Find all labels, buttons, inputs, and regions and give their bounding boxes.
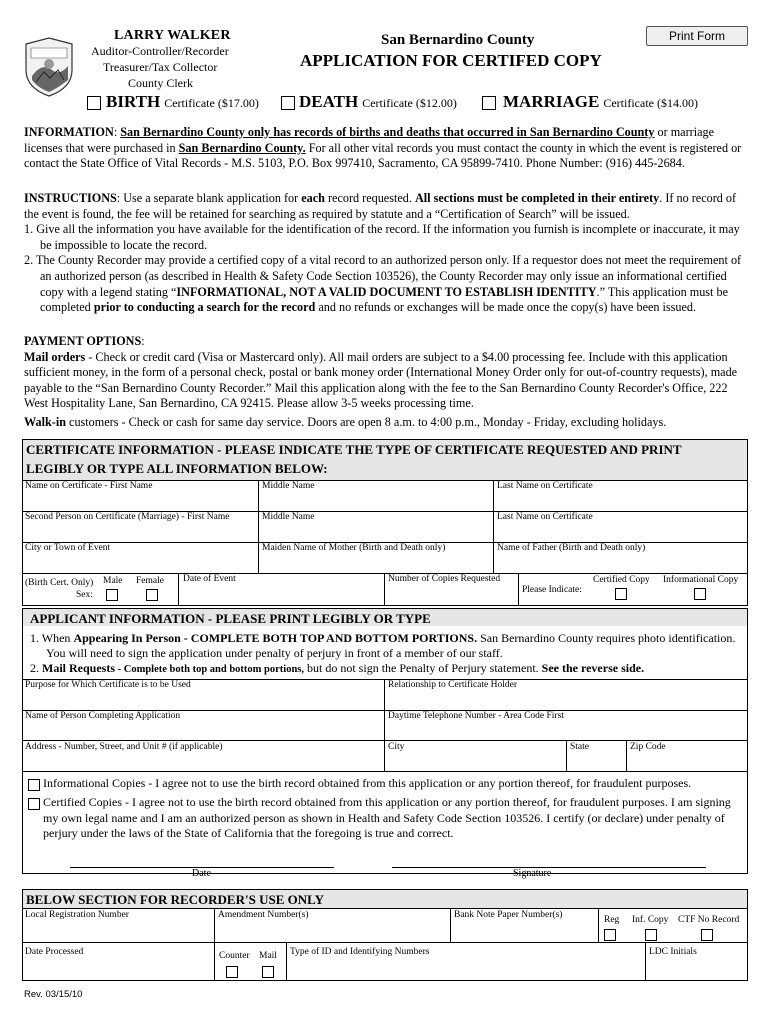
- phone-label: Daytime Telephone Number - Area Code First: [388, 711, 564, 721]
- mail-label: Mail: [259, 951, 277, 961]
- state-input[interactable]: [567, 755, 625, 770]
- birth-option: BIRTH Certificate ($17.00): [106, 92, 259, 111]
- copies-label: Number of Copies Requested: [388, 574, 501, 584]
- informational-copies-statement: Informational Copies - I agree not to use the birth record obtained from this application or any portion thereof, for fraudulent purposes.: [43, 776, 692, 790]
- marriage-checkbox[interactable]: [482, 96, 496, 110]
- address-input[interactable]: [23, 755, 383, 770]
- certified-copies-checkbox[interactable]: [28, 798, 40, 810]
- second-first-name-input[interactable]: [23, 525, 257, 541]
- female-checkbox[interactable]: [146, 589, 158, 601]
- purpose-input[interactable]: [23, 693, 383, 709]
- first-name-label: Name on Certificate - First Name: [25, 481, 153, 491]
- copies-input[interactable]: [385, 587, 517, 604]
- first-name-input[interactable]: [23, 494, 257, 510]
- informational-copies-checkbox[interactable]: [28, 779, 40, 791]
- bank-note-label: Bank Note Paper Number(s): [454, 910, 563, 920]
- signature-input[interactable]: [392, 850, 706, 866]
- cert-section-title: CERTIFICATE INFORMATION - PLEASE INDICATE THE TYPE OF CERTIFICATE REQUESTED AND PRINT: [26, 442, 682, 457]
- father-name-input[interactable]: [494, 556, 746, 572]
- official-title: Auditor-Controller/Recorder: [91, 44, 229, 58]
- date-label: Date: [192, 868, 211, 879]
- payment-paragraph: PAYMENT OPTIONS: Mail orders - Check or credit card (Visa or Mastercard only). All mail orders are subject to a $4.00 processing fee. Include with this application sufficient money, in the form of a personal check, postal or bank money order (International Money Order only for out-of-country requests), made payable to the “San Bernardino County Recorder.” Mail this application along with the fee to the San Bernardino County Recorder's Office, 222 West Hospitality Lane, San Bernardino, CA 92415. Please allow 3-5 weeks processing time. Walk-in customers - Check or cash for same day service. Doors are open 8 a.m. to 4:00 p.m., Monday - Friday, excluding holidays.: [24, 334, 738, 429]
- official-name: LARRY WALKER: [114, 28, 231, 43]
- female-label: Female: [136, 576, 164, 586]
- county-name: San Bernardino County: [381, 32, 535, 48]
- purpose-label: Purpose for Which Certificate is to be Used: [25, 680, 191, 690]
- county-seal-icon: [22, 36, 76, 98]
- inf-copy-checkbox[interactable]: [645, 929, 657, 941]
- maiden-name-input[interactable]: [259, 556, 492, 572]
- certified-copy-checkbox[interactable]: [615, 588, 627, 600]
- ctf-no-record-checkbox[interactable]: [701, 929, 713, 941]
- instructions-paragraph: INSTRUCTIONS: Use a separate blank application for each record requested. All sections must be completed in their entirety. If no record of the event is found, the fee will be retained for searching as required by statute and a “Certification of Search” will be issued. 1. Give all the information you have available for the identification of the record. If the information you furnish is incomplete or inaccurate, it may be impossible to locate the record. 2. The County Recorder may provide a certified copy of a vital record to an authorized person only. If a requestor does not meet the requirement of an authorized person (as described in Health & Safety Code Section 103526), the County Recorder may only issue an informational certified copy with a legend stating “INFORMATIONAL, NOT A VALID DOCUMENT TO ESTABLISH IDENTITY.” This application must be completed prior to conducting a search for the record and no refunds or exchanges will be made once the copy(s) have been issued.: [24, 191, 742, 315]
- relationship-input[interactable]: [385, 693, 746, 709]
- death-checkbox[interactable]: [281, 96, 295, 110]
- second-first-name-label: Second Person on Certificate (Marriage) - First Name: [25, 512, 230, 522]
- second-last-name-input[interactable]: [494, 525, 746, 541]
- city-event-input[interactable]: [23, 556, 257, 572]
- certified-copy-label: Certified Copy: [593, 575, 650, 585]
- sex-label: (Birth Cert. Only): [25, 578, 94, 588]
- recorder-section-title: BELOW SECTION FOR RECORDER'S USE ONLY: [26, 892, 324, 907]
- date-event-label: Date of Event: [183, 574, 236, 584]
- city-input[interactable]: [385, 755, 565, 770]
- death-option: DEATH Certificate ($12.00): [299, 92, 457, 111]
- amendment-label: Amendment Number(s): [218, 910, 309, 920]
- second-middle-name-label: Middle Name: [262, 512, 315, 522]
- city-label: City: [388, 742, 405, 752]
- middle-name-label: Middle Name: [262, 481, 315, 491]
- ldc-initials-label: LDC Initials: [649, 947, 697, 957]
- male-checkbox[interactable]: [106, 589, 118, 601]
- please-indicate-label: Please Indicate:: [522, 585, 582, 595]
- middle-name-input[interactable]: [259, 494, 492, 510]
- zip-label: Zip Code: [630, 742, 666, 752]
- reg-checkbox[interactable]: [604, 929, 616, 941]
- counter-label: Counter: [219, 951, 250, 961]
- form-title: APPLICATION FOR CERTIFED COPY: [300, 51, 602, 70]
- local-registration-label: Local Registration Number: [25, 910, 129, 920]
- date-signature-input[interactable]: [70, 850, 334, 866]
- marriage-option: MARRIAGE Certificate ($14.00): [503, 92, 698, 111]
- ctf-no-record-label: CTF No Record: [678, 915, 740, 925]
- birth-checkbox[interactable]: [87, 96, 101, 110]
- applicant-section-title: APPLICANT INFORMATION - PLEASE PRINT LEGIBLY OR TYPE: [30, 611, 431, 626]
- father-name-label: Name of Father (Birth and Death only): [497, 543, 646, 553]
- city-event-label: City or Town of Event: [25, 543, 111, 553]
- reg-label: Reg: [604, 915, 620, 925]
- signature-label: Signature: [513, 868, 552, 879]
- applicant-instructions: 1. When Appearing In Person - COMPLETE BOTH TOP AND BOTTOM PORTIONS. San Bernardino County requires photo identification. You will need to sign the application under penalty of perjury in front of a member of our staff. 2. Mail Requests - Complete both top and bottom portions, but do not sign the Penalty of Perjury statement. See the reverse side.: [30, 631, 736, 675]
- id-type-label: Type of ID and Identifying Numbers: [290, 947, 430, 957]
- zip-input[interactable]: [627, 755, 746, 770]
- print-form-button[interactable]: Print Form: [646, 26, 748, 46]
- second-last-name-label: Last Name on Certificate: [497, 512, 593, 522]
- relationship-label: Relationship to Certificate Holder: [388, 680, 518, 690]
- informational-copy-checkbox[interactable]: [694, 588, 706, 600]
- mail-checkbox[interactable]: [262, 966, 274, 978]
- revision-date: Rev. 03/15/10: [24, 989, 83, 1000]
- informational-copy-label: Informational Copy: [663, 575, 739, 585]
- date-event-input[interactable]: [179, 587, 383, 604]
- male-label: Male: [103, 576, 123, 586]
- date-processed-label: Date Processed: [25, 947, 84, 957]
- phone-input[interactable]: [385, 724, 746, 739]
- official-title: Treasurer/Tax Collector: [103, 60, 218, 74]
- cert-section-title: LEGIBLY OR TYPE ALL INFORMATION BELOW:: [26, 461, 328, 476]
- sex-label: Sex:: [76, 590, 93, 600]
- state-label: State: [570, 742, 589, 752]
- person-completing-input[interactable]: [23, 724, 383, 739]
- person-completing-label: Name of Person Completing Application: [25, 711, 181, 721]
- second-middle-name-input[interactable]: [259, 525, 492, 541]
- address-label: Address - Number, Street, and Unit # (if applicable): [25, 742, 223, 752]
- inf-copy-label: Inf. Copy: [632, 915, 669, 925]
- counter-checkbox[interactable]: [226, 966, 238, 978]
- maiden-name-label: Maiden Name of Mother (Birth and Death only): [262, 543, 446, 553]
- last-name-input[interactable]: [494, 494, 746, 510]
- certified-copies-statement: Certified Copies - I agree not to use the birth record obtained from this application or any portion thereof, for fraudulent purposes. I am signing my own legal name and I am an authorized person as shown in Health and Safety Code Section 103526. I certify (or declare) under penalty of perjury under the laws of the State of California that the foregoing is true and correct.: [43, 795, 731, 840]
- information-paragraph: INFORMATION: San Bernardino County only has records of births and deaths that occurred in San Bernardino County or marriage licenses that were purchased in San Bernardino County. For all other vital records you must contact the county in which the event is registered or contact the State Office of Vital Records - M.S. 5103, P.O. Box 997410, Sacramento, CA 95899-7410. Phone Number: (916) 445-2684.: [24, 125, 742, 171]
- last-name-label: Last Name on Certificate: [497, 481, 593, 491]
- official-title: County Clerk: [128, 76, 193, 90]
